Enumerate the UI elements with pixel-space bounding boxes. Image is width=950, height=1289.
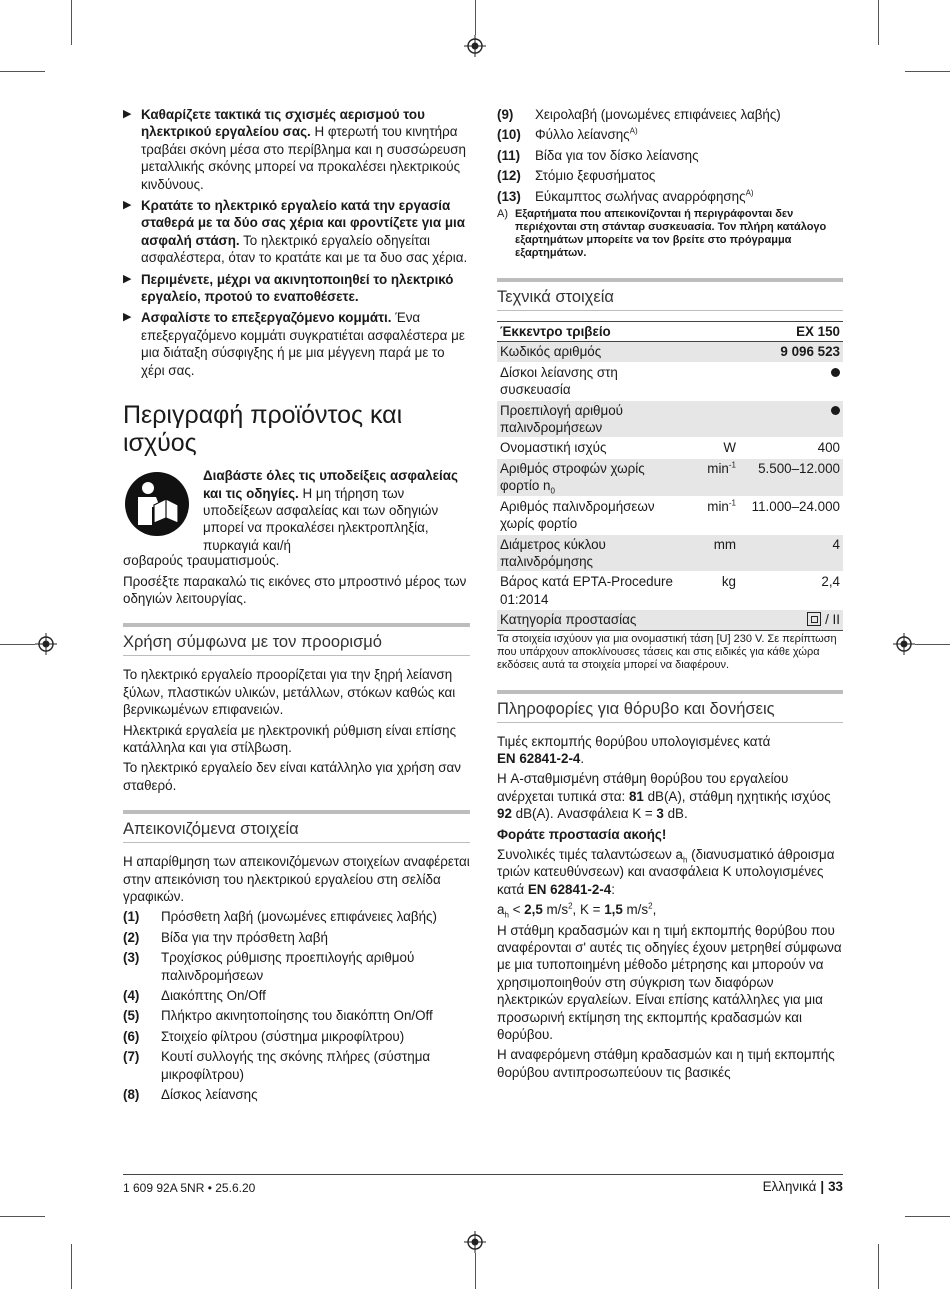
- list-item: (8) Δίσκος λείανσης: [123, 1087, 258, 1103]
- warning-block: [123, 467, 470, 554]
- paragraph: Η A-σταθμισμένη στάθμη θορύβου του εργαλείου ανέρχεται τυπικά στα: 81 dB(A), στάθμη ηχητικής ισχύος 92 dB(A). Ανασφάλεια K = 3 dB.: [497, 771, 831, 822]
- registration-mark-icon: [893, 633, 915, 655]
- table-row: Βάρος κατά EPTA-Procedure 01:2014 kg 2,4: [497, 572, 843, 610]
- crop-mark: [475, 0, 476, 35]
- components-list-continued: [497, 106, 843, 205]
- crop-mark: [0, 644, 35, 645]
- vibration-values: $a_h < 2,5$ $m/s^2$, K = 1,5 $m/s^2$,: [497, 901, 657, 920]
- page-number: 33: [828, 1179, 843, 1194]
- list-item: (13) Εύκαμπτος σωλήνας αναρρόφησης$^{A)}$: [497, 188, 754, 204]
- registration-mark-icon: [464, 1231, 486, 1253]
- accessories-footnote: A) Εξαρτήματα που απεικονίζονται ή περιγράφονται δεν περιέχονται στη στάνταρ συσκευασία. Τον πλήρη κατάλογο εξαρτημάτων μπορείτε να τον βρείτε στο πρόγραμμα εξαρτημάτων.: [497, 208, 827, 260]
- list-item: (1) Πρόσθετη λαβή (μονωμένες επιφάνειες λαβής): [123, 909, 437, 925]
- right-column: [497, 106, 843, 1084]
- paragraph: Το ηλεκτρικό εργαλείο προορίζεται για την ξηρή λείανση ξύλων, πλαστικών υλικών, μετάλλων, στόκων καθώς και βερνικωμένων επιφανειών.: [123, 667, 456, 718]
- list-item: (4) Διακόπτης On/Off: [123, 988, 266, 1004]
- safety-bullet: [123, 106, 470, 193]
- section-title: Περιγραφή προϊόντος και ισχύος: [123, 401, 403, 458]
- crop-mark: [71, 1244, 72, 1289]
- intended-use-heading: Χρήση σύμφωνα με τον προορισμό: [123, 623, 470, 656]
- components-heading: Απεικονιζόμενα στοιχεία: [123, 810, 470, 843]
- paragraph: Ηλεκτρικά εργαλεία με ηλεκτρονική ρύθμιση είναι επίσης κατάλληλα και για στίλβωση.: [123, 722, 457, 755]
- list-item: (11) Βίδα για τον δίσκο λείανσης: [497, 147, 699, 163]
- crop-mark: [905, 71, 950, 72]
- crop-mark: [0, 71, 45, 72]
- arrow-icon: ▶: [123, 311, 132, 324]
- warning-text: Η μη τήρηση των υποδείξεων ασφαλείας και των οδηγιών μπορεί να προκαλέσει ηλεκτροπληξία, πυρκαγιά και/ή: [203, 485, 439, 553]
- bullet-bold: Κρατάτε το ηλεκτρικό εργαλείο κατά την εργασία σταθερά με τα δύο σας χέρια και φροντίζετε για μια ασφαλή στάση.: [141, 198, 465, 248]
- figures-note: Προσέξτε παρακαλώ τις εικόνες στο μπροστινό μέρος των οδηγιών λειτουργίας.: [123, 573, 467, 606]
- registration-mark-icon: [464, 35, 486, 57]
- ear-protection-note: Φοράτε προστασία ακοής!: [497, 826, 667, 842]
- table-header-row: Έκκεντρο τριβείο EX 150: [497, 322, 843, 342]
- table-row: Αριθμός παλινδρομήσεων χωρίς φορτίο $\min^{-1}$ 11.000–24.000: [497, 496, 843, 534]
- arrow-icon: ▶: [123, 199, 132, 212]
- noise-heading: Πληροφορίες για θόρυβο και δονήσεις: [497, 690, 843, 723]
- list-item: (2) Βίδα για την πρόσθετη λαβή: [123, 929, 328, 945]
- footer-rule: [123, 1174, 843, 1175]
- table-note: Τα στοιχεία ισχύουν για μια ονομαστική τάση [U] 230 V. Σε περίπτωση που υπάρχουν αποκλίνουσες τάσεις και στις ειδικές για κάθε χώρα εκδόσεις αυτά τα στοιχεία μπορεί να διαφέρουν.: [497, 630, 843, 672]
- bullet-bold: Ασφαλίστε το επεξεργαζόμενο κομμάτι.: [141, 310, 392, 326]
- paragraph: Τιμές εκπομπής θορύβου υπολογισμένες κατά EN 62841-2-4.: [497, 733, 771, 766]
- crop-mark: [475, 1253, 476, 1289]
- footer-language: Ελληνικά: [762, 1179, 817, 1194]
- table-row: Ονομαστική ισχύς W 400: [497, 438, 843, 458]
- paragraph: Συνολικές τιμές ταλαντώσεων $a_h$ (διανυσματικό άθροισμα τριών κατευθύνσεων) και ανασφάλεια K υπολογισμένες κατά EN 62841-2-4:: [497, 846, 835, 897]
- safety-bullet: [123, 197, 470, 267]
- warning-bold: Διαβάστε όλες τις υποδείξεις ασφαλείας και τις οδηγίες.: [203, 468, 458, 501]
- registration-mark-icon: [35, 633, 57, 655]
- paragraph: Η στάθμη κραδασμών και η τιμή εκπομπής θορύβου που αναφέρονται σ' αυτές τις οδηγίες έχουν μετρηθεί σύμφωνα με μια τυποποιημένη μέθοδο μέτρησης και μπορούν να χρησιμοποιηθούν στη σύγκριση των διαφόρων ηλεκτρικών εργαλείων. Είναι επίσης κατάλληλες για μια προσωρινή εκτίμηση της εκπομπής κραδασμών και θορύβου.: [497, 922, 842, 1043]
- list-item: (12) Στόμιο ξεφυσήματος: [497, 168, 656, 184]
- list-item: (7) Κουτί συλλογής της σκόνης πλήρες (σύστημα μικροφίλτρου): [123, 1049, 431, 1082]
- paragraph: Το ηλεκτρικό εργαλείο δεν είναι κατάλληλο για χρήση σαν σταθερό.: [123, 760, 461, 793]
- crop-mark: [0, 1216, 45, 1217]
- safety-bullet: [123, 309, 470, 379]
- page-footer: [763, 1178, 843, 1195]
- list-item: (5) Πλήκτρο ακινητοποίησης του διακόπτη On/Off: [123, 1008, 433, 1024]
- list-item: (9) Χειρολαβή (μονωμένες επιφάνειες λαβής): [497, 107, 781, 122]
- table-row: Δίσκοι λείανσης στη συσκευασία: [497, 362, 843, 400]
- list-item: (3) Τροχίσκος ρύθμισης προεπιλογής αριθμού παλινδρομήσεων: [123, 950, 415, 983]
- table-row: Κατηγορία προστασίας / II: [497, 610, 843, 630]
- arrow-icon: ▶: [123, 108, 132, 120]
- bullet-text: Η φτερωτή του κινητήρα τραβάει σκόνη μέσα στο περίβλημα και η συσσώρευση μεταλλικής σκόνης μπορεί να προκαλέσει ηλεκτρικούς κινδύνους.: [141, 124, 466, 192]
- table-row: Προεπιλογή αριθμού παλινδρομήσεων: [497, 400, 843, 438]
- components-list: [123, 908, 470, 1103]
- paragraph: Η απαρίθμηση των απεικονιζόμενων στοιχείων αναφέρεται στην απεικόνιση του ηλεκτρικού εργαλείου στη σελίδα γραφικών.: [123, 854, 470, 904]
- crop-mark: [905, 1216, 950, 1217]
- crop-mark: [878, 0, 879, 45]
- footer-separator: |: [820, 1179, 825, 1194]
- read-manual-icon: [124, 471, 190, 537]
- bullet-bold: Καθαρίζετε τακτικά τις σχισμές αερισμού του ηλεκτρικού εργαλείου σας.: [141, 107, 425, 140]
- bullet-bold: Περιμένετε, μέχρι να ακινητοποιηθεί το ηλεκτρικό εργαλείο, προτού το εναποθέσετε.: [141, 271, 454, 305]
- tech-data-heading: Τεχνικά στοιχεία: [497, 278, 843, 311]
- paragraph: Η αναφερόμενη στάθμη κραδασμών και η τιμή εκπομπής θορύβου αντιπροσωπεύουν τις βασικές: [497, 1047, 835, 1080]
- list-item: (6) Στοιχείο φίλτρου (σύστημα μικροφίλτρου): [123, 1028, 405, 1044]
- left-column: [123, 106, 470, 1106]
- crop-mark: [878, 1244, 879, 1289]
- crop-mark: [71, 0, 72, 45]
- document-code: 1 609 92A 5NR • 25.6.20: [123, 1181, 256, 1195]
- arrow-icon: ▶: [123, 272, 132, 285]
- bullet-text: Το ηλεκτρικό εργαλείο οδηγείται ασφαλέστερα, όταν το κρατάτε και με τα δυο σας χέρια.: [141, 232, 468, 266]
- table-row: Κωδικός αριθμός 9 096 523: [497, 342, 843, 362]
- tech-data-table: [497, 321, 843, 631]
- included-dot-icon: [831, 406, 840, 415]
- included-dot-icon: [831, 368, 840, 377]
- list-item: (10) Φύλλο λείανσης$^{A)}$: [497, 126, 638, 143]
- table-row: Διάμετρος κύκλου παλινδρόμησης mm 4: [497, 534, 843, 572]
- protection-class-icon: [807, 612, 821, 626]
- crop-mark: [915, 644, 950, 645]
- safety-bullet: [123, 271, 470, 306]
- warning-tail: σοβαρούς τραυματισμούς.: [123, 553, 280, 569]
- table-row: Αριθμός στροφών χωρίς φορτίο $n_0$ $\min^{-1}$ 5.500–12.000: [497, 458, 843, 496]
- bullet-text: Ένα επεξεργαζόμενο κομμάτι συγκρατιέται ασφαλέστερα με μια διάταξη σύσφιγξης ή με μια μέγγενη παρά με το χέρι σας.: [141, 310, 465, 378]
